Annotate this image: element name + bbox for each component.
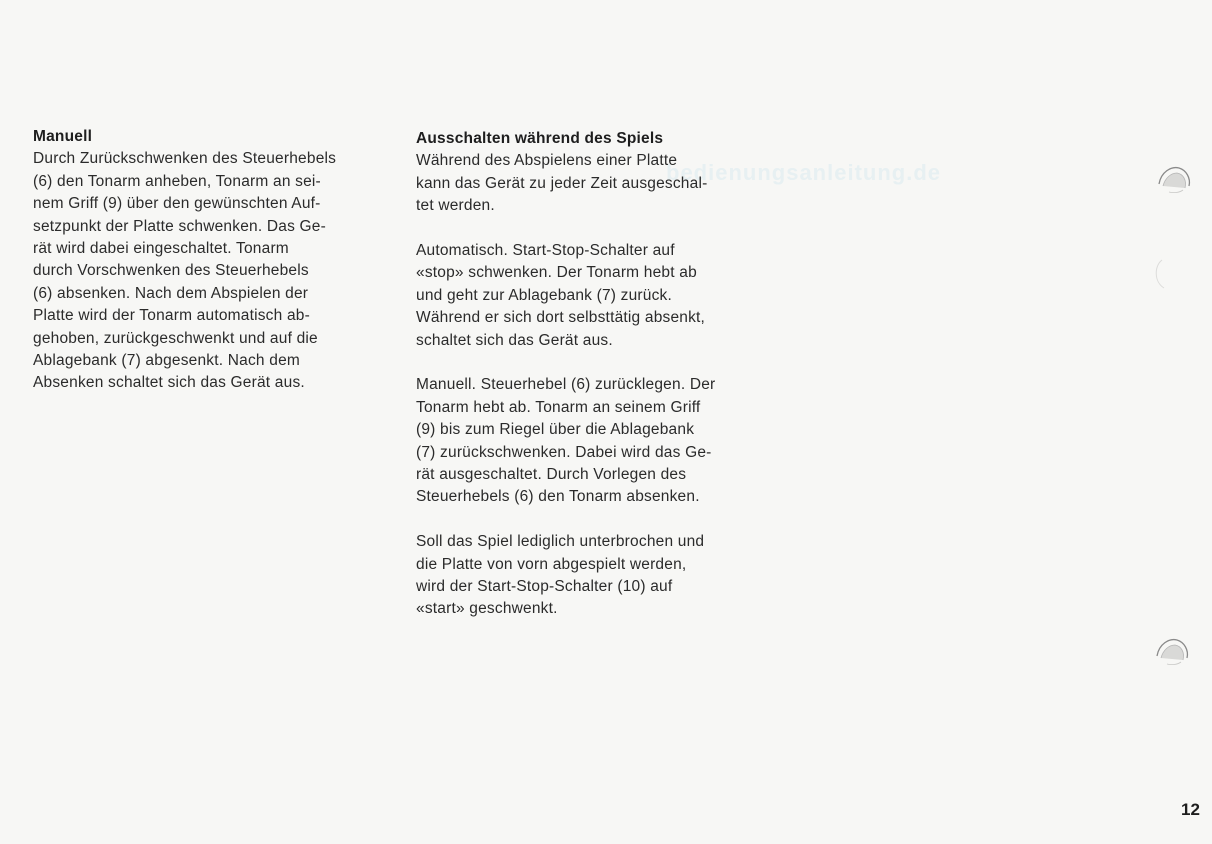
text-line: Platte wird der Tonarm automatisch ab- (33, 307, 310, 325)
text-line: Steuerhebels (6) den Tonarm absenken. (416, 488, 700, 506)
text-line: (6) absenken. Nach dem Abspielen der (33, 284, 309, 302)
paragraph-automatisch (416, 240, 776, 352)
paragraph-unterbrechen (416, 531, 776, 621)
text-line: tet werden. (416, 197, 495, 215)
page-number: 12 (1181, 800, 1200, 819)
text-line: Automatisch. Start-Stop-Schalter auf (416, 242, 675, 260)
section-heading-ausschalten: Ausschalten während des Spiels (416, 130, 664, 147)
text-line: nem Griff (9) über den gewünschten Auf- (33, 195, 321, 213)
text-line: die Platte von vorn abgespielt werden, (416, 555, 687, 573)
text-line: rät wird dabei eingeschaltet. Tonarm (33, 240, 289, 258)
text-line: (6) den Tonarm anheben, Tonarm an sei- (33, 172, 321, 190)
text-line: Durch Zurückschwenken des Steuerhebels (33, 150, 337, 168)
text-line: «start» geschwenkt. (416, 600, 558, 618)
text-line: schaltet sich das Gerät aus. (416, 331, 613, 349)
text-line: «stop» schwenken. Der Tonarm hebt ab (416, 264, 697, 282)
section-heading-manuell: Manuell (33, 128, 93, 145)
text-line: wird der Start-Stop-Schalter (10) auf (416, 578, 673, 596)
left-column (33, 126, 383, 417)
paragraph-intro (416, 150, 776, 217)
text-line: rät ausgeschaltet. Durch Vorlegen des (416, 466, 687, 484)
watermark: bedienungsanleitung.de (666, 160, 942, 185)
text-line: Während des Abspielens einer Platte (416, 152, 678, 170)
text-line: durch Vorschwenken des Steuerhebels (33, 262, 309, 280)
text-line: kann das Gerät zu jeder Zeit ausgeschal- (416, 174, 708, 192)
paragraph-manuell (33, 148, 383, 394)
punch-hole-bottom-icon (1153, 634, 1193, 668)
text-line: gehoben, zurückgeschwenkt und auf die (33, 329, 318, 347)
text-line: Ablagebank (7) abgesenkt. Nach dem (33, 352, 301, 370)
text-line: (9) bis zum Riegel über die Ablagebank (416, 421, 695, 439)
text-line: Manuell. Steuerhebel (6) zurücklegen. Der (416, 376, 716, 394)
text-line: (7) zurückschwenken. Dabei wird das Ge- (416, 443, 712, 461)
text-line: Absenken schaltet sich das Gerät aus. (33, 374, 305, 392)
page-edge-mark (1150, 258, 1180, 292)
text-line: setzpunkt der Platte schwenken. Das Ge- (33, 217, 326, 235)
punch-hole-top-icon (1155, 162, 1195, 196)
right-column (416, 128, 776, 643)
text-line: Tonarm hebt ab. Tonarm an seinem Griff (416, 398, 701, 416)
text-line: Soll das Spiel lediglich unterbrochen und (416, 533, 705, 551)
text-line: Während er sich dort selbsttätig absenkt, (416, 309, 706, 327)
text-line: und geht zur Ablagebank (7) zurück. (416, 286, 673, 304)
paragraph-manuell-ausschalten (416, 374, 776, 508)
